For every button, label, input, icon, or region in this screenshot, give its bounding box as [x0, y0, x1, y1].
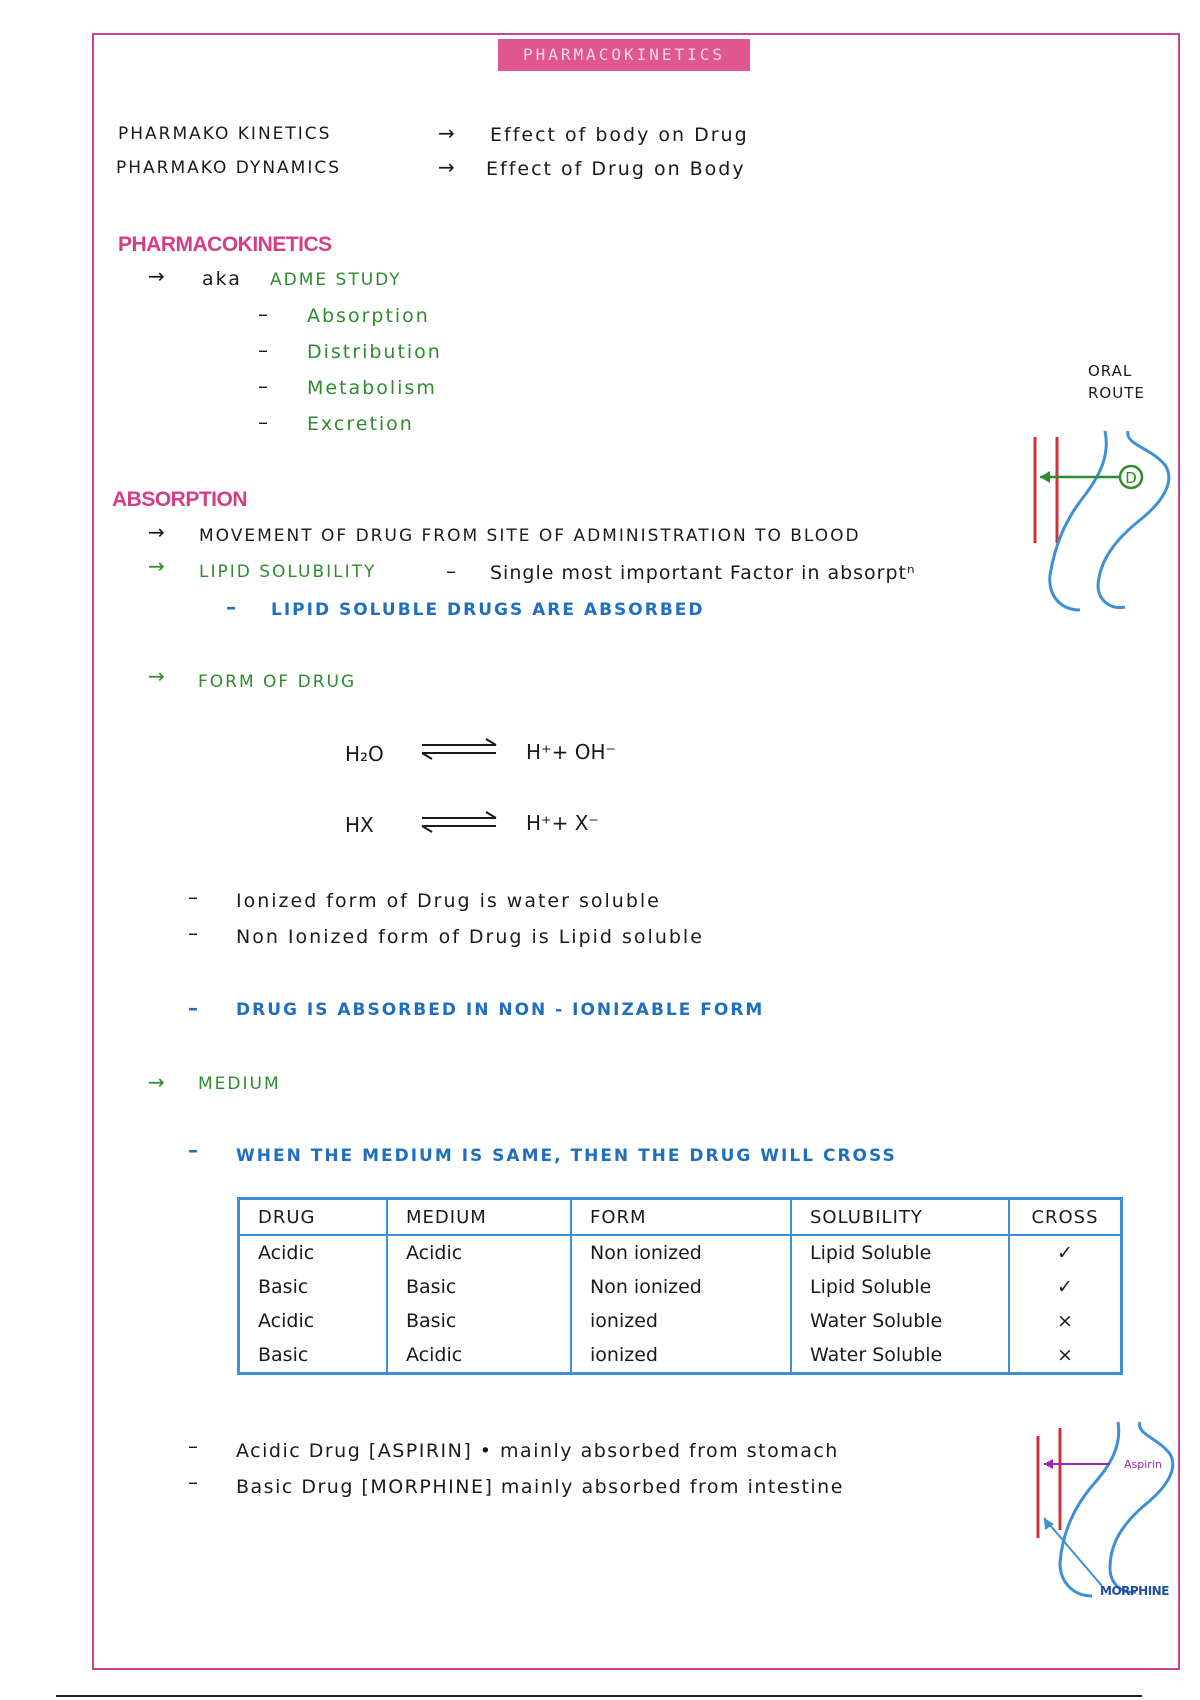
- arrow-icon: →: [148, 264, 165, 288]
- table-cell: Non ionized: [571, 1235, 791, 1270]
- table-cell: Acidic: [387, 1235, 571, 1270]
- def-meaning-2: Effect of Drug on Body: [486, 158, 746, 180]
- gut-diagram-oral: [1020, 425, 1180, 635]
- form-of-drug-heading: FORM OF DRUG: [198, 672, 357, 692]
- bottom-rule: [56, 1695, 1142, 1697]
- table-row: [239, 1235, 1122, 1270]
- table-cell: Acidic: [239, 1235, 388, 1270]
- form-note-2: Non Ionized form of Drug is Lipid soluble: [236, 926, 704, 948]
- table-cell: Water Soluble: [791, 1304, 1009, 1338]
- dash-icon: –: [188, 921, 198, 945]
- table-header: CROSS: [1009, 1199, 1122, 1236]
- dash-icon: –: [258, 302, 268, 326]
- adme-item: Excretion: [307, 413, 414, 435]
- equilibrium-arrow-icon: [420, 738, 498, 760]
- eq1-left: H₂O: [345, 742, 384, 766]
- table-row: [239, 1338, 1122, 1374]
- oral-route-label-2: ROUTE: [1088, 384, 1145, 402]
- table-cell: Basic: [239, 1338, 388, 1374]
- dash-icon: –: [258, 338, 268, 362]
- table-header: MEDIUM: [387, 1199, 571, 1236]
- drug-marker-label: D: [1125, 469, 1137, 487]
- absorption-heading: ABSORPTION: [112, 488, 248, 511]
- table-header-row: [239, 1199, 1122, 1236]
- def-meaning-1: Effect of body on Drug: [490, 124, 749, 146]
- arrow-icon: →: [438, 121, 455, 145]
- aka-prefix: aka: [202, 268, 242, 290]
- lipid-solubility-label: LIPID SOLUBILITY: [199, 562, 377, 582]
- table-header: SOLUBILITY: [791, 1199, 1009, 1236]
- table-cell: Water Soluble: [791, 1338, 1009, 1374]
- form-conclusion: DRUG IS ABSORBED IN NON - IONIZABLE FORM: [236, 1000, 765, 1020]
- dash-icon: –: [258, 410, 268, 434]
- dash-icon: –: [188, 1470, 198, 1494]
- page-frame: [92, 33, 1180, 1670]
- medium-note: WHEN THE MEDIUM IS SAME, THEN THE DRUG WILL CROSS: [236, 1146, 897, 1166]
- arrowhead-icon: [1044, 1459, 1053, 1469]
- lipid-solubility-text: Single most important Factor in absorptⁿ: [490, 562, 916, 584]
- adme-item: Absorption: [307, 305, 430, 327]
- equilibrium-arrow-icon: [420, 811, 498, 833]
- arrow-icon: →: [148, 1070, 165, 1094]
- arrow-icon: →: [438, 155, 455, 179]
- cross-check-icon: ✓: [1009, 1270, 1122, 1304]
- table-row: [239, 1270, 1122, 1304]
- morphine-arrow: [1044, 1518, 1102, 1586]
- eq2-left: HX: [345, 813, 374, 837]
- form-note-1: Ionized form of Drug is water soluble: [236, 890, 661, 912]
- aspirin-label: Aspirin: [1124, 1458, 1162, 1471]
- adme-item: Metabolism: [307, 377, 437, 399]
- gut-diagram-absorption: [1030, 1418, 1180, 1610]
- table-row: [239, 1304, 1122, 1338]
- table-cell: ionized: [571, 1304, 791, 1338]
- dash-icon: –: [226, 595, 236, 619]
- adme-label: ADME STUDY: [270, 270, 402, 290]
- arrow-icon: →: [148, 554, 165, 578]
- arrowhead-icon: [1040, 471, 1050, 483]
- oral-route-label-1: ORAL: [1088, 362, 1133, 380]
- dash-icon: –: [188, 996, 198, 1020]
- lipid-soluble-note: LIPID SOLUBLE DRUGS ARE ABSORBED: [271, 600, 705, 620]
- table-header: FORM: [571, 1199, 791, 1236]
- dash-icon: –: [446, 559, 456, 583]
- page-title: PHARMACOKINETICS: [498, 39, 750, 71]
- table-cell: Basic: [387, 1270, 571, 1304]
- pk-heading: PHARMACOKINETICS: [118, 233, 332, 256]
- table-cell: Lipid Soluble: [791, 1270, 1009, 1304]
- dash-icon: –: [258, 374, 268, 398]
- adme-item: Distribution: [307, 341, 442, 363]
- absorption-table: [237, 1197, 1123, 1375]
- arrow-icon: →: [148, 520, 165, 544]
- def-term-2: PHARMAKO DYNAMICS: [116, 158, 342, 178]
- table-cell: ionized: [571, 1338, 791, 1374]
- dash-icon: –: [188, 1434, 198, 1458]
- eq1-right: H⁺+ OH⁻: [526, 740, 617, 764]
- cross-x-icon: ×: [1009, 1338, 1122, 1374]
- gut-wall-right: [1110, 1422, 1173, 1592]
- dash-icon: –: [188, 885, 198, 909]
- def-term-1: PHARMAKO KINETICS: [118, 124, 332, 144]
- table-cell: Basic: [239, 1270, 388, 1304]
- table-cell: Acidic: [239, 1304, 388, 1338]
- dash-icon: –: [188, 1138, 198, 1162]
- table-header: DRUG: [239, 1199, 388, 1236]
- cross-check-icon: ✓: [1009, 1235, 1122, 1270]
- arrow-icon: →: [148, 664, 165, 688]
- table-cell: Lipid Soluble: [791, 1235, 1009, 1270]
- example-basic: Basic Drug [MORPHINE] mainly absorbed from intestine: [236, 1476, 844, 1498]
- table-cell: Non ionized: [571, 1270, 791, 1304]
- cross-x-icon: ×: [1009, 1304, 1122, 1338]
- absorption-definition: MOVEMENT OF DRUG FROM SITE OF ADMINISTRATION TO BLOOD: [199, 526, 861, 546]
- table-cell: Acidic: [387, 1338, 571, 1374]
- eq2-right: H⁺+ X⁻: [526, 811, 599, 835]
- table-cell: Basic: [387, 1304, 571, 1338]
- morphine-label: MORPHINE: [1100, 1584, 1169, 1598]
- medium-heading: MEDIUM: [198, 1074, 281, 1094]
- example-acidic: Acidic Drug [ASPIRIN] • mainly absorbed from stomach: [236, 1440, 839, 1462]
- gut-wall-right: [1098, 431, 1169, 608]
